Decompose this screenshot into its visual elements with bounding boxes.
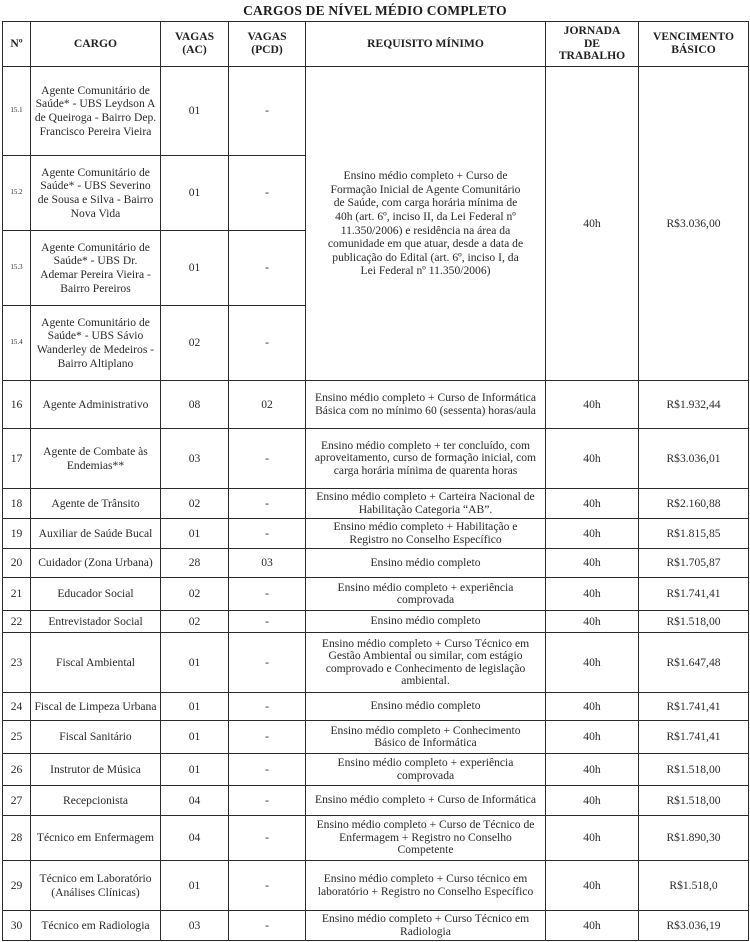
- table-row: [3, 67, 749, 156]
- cell-jornada: 40h: [546, 611, 639, 633]
- cell-num: 15.2: [3, 156, 31, 231]
- cell-cargo: Técnico em Laboratório (Análises Clínicas): [31, 861, 161, 911]
- cell-jornada: 40h: [546, 786, 639, 816]
- cell-vagas-pcd: -: [229, 231, 306, 306]
- cell-requisito: Ensino médio completo + Conhecimento Básico de Informática: [306, 721, 546, 754]
- cell-vagas-pcd: -: [229, 306, 306, 381]
- cell-vagas-pcd: -: [229, 519, 306, 549]
- cell-cargo: Instrutor de Música: [31, 754, 161, 786]
- cell-requisito: Ensino médio completo + experiência comprovada: [306, 754, 546, 786]
- table-row: [3, 754, 749, 786]
- cell-num: 16: [3, 381, 31, 429]
- cell-jornada: 40h: [546, 861, 639, 911]
- cell-vagas-ac: 08: [161, 381, 229, 429]
- cell-jornada: 40h: [546, 633, 639, 693]
- cell-vencimento: R$1.518,00: [639, 754, 749, 786]
- cell-num: 15.1: [3, 67, 31, 156]
- cell-vagas-ac: 01: [161, 519, 229, 549]
- cell-requisito: Ensino médio completo + experiência comprovada: [306, 578, 546, 611]
- cell-cargo: Agente Comunitário de Saúde* - UBS Dr. Ademar Pereira Vieira - Bairro Pereiros: [31, 231, 161, 306]
- cell-requisito: Ensino médio completo + Curso Técnico em Gestão Ambiental ou similar, com estágio comprovado e Conhecimento de legislação ambiental.: [306, 633, 546, 693]
- cell-cargo: Educador Social: [31, 578, 161, 611]
- cell-requisito-group15: Ensino médio completo + Curso de Formação Inicial de Agente Comunitário de Saúde, com carga horária mínima de 40h (art. 6º, inciso II, da Lei Federal nº 11.350/2006) e residência na área da comunidade em que atuar, desde a data de publicação do Edital (art. 6º, inciso I, da Lei Federal nº 11.350/2006): [306, 67, 546, 381]
- cell-vagas-ac: 01: [161, 861, 229, 911]
- cell-cargo: Fiscal Ambiental: [31, 633, 161, 693]
- header-jornada-line1: JORNADA: [563, 24, 621, 38]
- table-row: [3, 489, 749, 519]
- cell-requisito: Ensino médio completo + Curso técnico em laboratório + Registro no Conselho Específico: [306, 861, 546, 911]
- cell-num: 20: [3, 549, 31, 578]
- cell-vagas-ac: 03: [161, 429, 229, 489]
- cell-vagas-pcd: -: [229, 489, 306, 519]
- cell-vagas-ac: 01: [161, 633, 229, 693]
- cell-requisito: Ensino médio completo + Curso de Informática Básica com no mínimo 60 (sessenta) horas/aula: [306, 381, 546, 429]
- cell-vencimento-group15: R$3.036,00: [639, 67, 749, 381]
- table-row: [3, 786, 749, 816]
- header-vagas-pcd-line1: VAGAS: [247, 30, 287, 44]
- cell-vencimento: R$3.036,19: [639, 911, 749, 941]
- cell-num: 19: [3, 519, 31, 549]
- cell-cargo: Auxiliar de Saúde Bucal: [31, 519, 161, 549]
- cell-vagas-pcd: -: [229, 429, 306, 489]
- cell-vencimento: R$1.705,87: [639, 549, 749, 578]
- cell-vagas-ac: 28: [161, 549, 229, 578]
- cell-requisito: Ensino médio completo + Carteira Nacional de Habilitação Categoria “AB”.: [306, 489, 546, 519]
- cell-vagas-pcd: -: [229, 911, 306, 941]
- cell-jornada-group15: 40h: [546, 67, 639, 381]
- cell-vencimento: R$1.932,44: [639, 381, 749, 429]
- cell-vencimento: R$1.741,41: [639, 693, 749, 721]
- cell-vencimento: R$1.647,48: [639, 633, 749, 693]
- cell-jornada: 40h: [546, 754, 639, 786]
- cell-requisito: Ensino médio completo: [306, 693, 546, 721]
- cell-cargo: Agente Comunitário de Saúde* - UBS Leydson A de Queiroga - Bairro Dep. Francisco Pereira Vieira: [31, 67, 161, 156]
- cell-vencimento: R$1.518,00: [639, 786, 749, 816]
- cell-requisito: Ensino médio completo + ter concluído, com aproveitamento, curso de formação inicial, com carga horária mínima de quarenta horas: [306, 429, 546, 489]
- header-jornada: [546, 22, 639, 67]
- cell-vencimento: R$3.036,01: [639, 429, 749, 489]
- page-title: CARGOS DE NÍVEL MÉDIO COMPLETO: [243, 3, 507, 18]
- cell-vagas-pcd: -: [229, 578, 306, 611]
- cell-jornada: 40h: [546, 911, 639, 941]
- cell-vencimento: R$1.890,30: [639, 816, 749, 861]
- cell-vagas-pcd: -: [229, 786, 306, 816]
- cell-vagas-ac: 01: [161, 721, 229, 754]
- cell-cargo: Agente Comunitário de Saúde* - UBS Sávio Wanderley de Medeiros - Bairro Altiplano: [31, 306, 161, 381]
- header-jornada-line3: TRABALHO: [558, 49, 626, 63]
- cell-vagas-ac: 02: [161, 306, 229, 381]
- cell-num: 17: [3, 429, 31, 489]
- cell-vencimento: R$1.741,41: [639, 721, 749, 754]
- table-row: [3, 816, 749, 861]
- cell-requisito: Ensino médio completo + Curso de Técnico de Enfermagem + Registro no Conselho Competente: [306, 816, 546, 861]
- cell-jornada: 40h: [546, 578, 639, 611]
- cell-vagas-pcd: -: [229, 633, 306, 693]
- cell-vagas-pcd: -: [229, 67, 306, 156]
- table-row: [3, 633, 749, 693]
- cell-requisito: Ensino médio completo: [306, 549, 546, 578]
- cell-num: 25: [3, 721, 31, 754]
- cell-num: 24: [3, 693, 31, 721]
- cell-vencimento: R$1.741,41: [639, 578, 749, 611]
- cell-num: 26: [3, 754, 31, 786]
- cell-jornada: 40h: [546, 721, 639, 754]
- cell-jornada: 40h: [546, 693, 639, 721]
- cell-num: 18: [3, 489, 31, 519]
- cell-cargo: Agente Comunitário de Saúde* - UBS Severino de Sousa e Silva - Bairro Nova Vida: [31, 156, 161, 231]
- cell-vagas-pcd: -: [229, 693, 306, 721]
- cell-jornada: 40h: [546, 549, 639, 578]
- header-vencimento: [639, 22, 749, 67]
- cell-num: 28: [3, 816, 31, 861]
- cell-jornada: 40h: [546, 816, 639, 861]
- cell-vencimento: R$1.518,00: [639, 611, 749, 633]
- cell-vencimento: R$1.815,85: [639, 519, 749, 549]
- cell-jornada: 40h: [546, 489, 639, 519]
- cell-vagas-pcd: -: [229, 721, 306, 754]
- cell-vagas-ac: 01: [161, 693, 229, 721]
- cell-vagas-pcd: -: [229, 156, 306, 231]
- header-vencimento-line2: BÁSICO: [671, 43, 716, 56]
- header-jornada-line2: DE: [583, 36, 601, 50]
- cell-vagas-pcd: -: [229, 611, 306, 633]
- cell-vagas-ac: 04: [161, 786, 229, 816]
- cell-vagas-ac: 01: [161, 67, 229, 156]
- cell-vagas-ac: 01: [161, 156, 229, 231]
- cell-jornada: 40h: [546, 519, 639, 549]
- cell-requisito: Ensino médio completo + Habilitação e Registro no Conselho Específico: [306, 519, 546, 549]
- header-vagas-pcd: [229, 22, 306, 67]
- header-vagas-ac-line1: VAGAS: [174, 30, 215, 44]
- header-vagas-ac-line2: (AC): [182, 43, 207, 56]
- cell-requisito: Ensino médio completo + Curso de Informática: [306, 786, 546, 816]
- header-cargo: CARGO: [31, 22, 161, 67]
- cell-requisito: Ensino médio completo: [306, 611, 546, 633]
- header-row: [3, 22, 749, 67]
- cell-cargo: Fiscal Sanitário: [31, 721, 161, 754]
- header-num: Nº: [3, 22, 31, 67]
- cell-vagas-pcd: 02: [229, 381, 306, 429]
- cell-requisito: Ensino médio completo + Curso Técnico em Radiologia: [306, 911, 546, 941]
- table-row: [3, 381, 749, 429]
- table-row: [3, 578, 749, 611]
- cell-vagas-pcd: -: [229, 861, 306, 911]
- cell-cargo: Entrevistador Social: [31, 611, 161, 633]
- cell-jornada: 40h: [546, 429, 639, 489]
- cell-cargo: Agente de Trânsito: [31, 489, 161, 519]
- cell-cargo: Técnico em Radiologia: [31, 911, 161, 941]
- cell-vagas-ac: 02: [161, 611, 229, 633]
- cell-cargo: Recepcionista: [31, 786, 161, 816]
- table-row: [3, 693, 749, 721]
- cell-num: 15.3: [3, 231, 31, 306]
- cell-vencimento: R$2.160,88: [639, 489, 749, 519]
- cell-vagas-ac: 02: [161, 489, 229, 519]
- cell-num: 21: [3, 578, 31, 611]
- cell-vagas-ac: 04: [161, 816, 229, 861]
- table-row: [3, 429, 749, 489]
- cell-vagas-ac: 01: [161, 231, 229, 306]
- header-vagas-ac: [161, 22, 229, 67]
- cargos-table: [2, 21, 749, 941]
- cell-vencimento: R$1.518,0: [639, 861, 749, 911]
- cell-vagas-pcd: 03: [229, 549, 306, 578]
- cell-num: 22: [3, 611, 31, 633]
- cell-vagas-ac: 01: [161, 754, 229, 786]
- table-row: [3, 549, 749, 578]
- cell-vagas-pcd: -: [229, 754, 306, 786]
- cell-vagas-pcd: -: [229, 816, 306, 861]
- cell-cargo: Técnico em Enfermagem: [31, 816, 161, 861]
- table-row: [3, 519, 749, 549]
- cell-num: 29: [3, 861, 31, 911]
- cell-cargo: Agente Administrativo: [31, 381, 161, 429]
- cell-num: 15.4: [3, 306, 31, 381]
- cell-vagas-ac: 03: [161, 911, 229, 941]
- table-row: [3, 611, 749, 633]
- cell-vagas-ac: 02: [161, 578, 229, 611]
- table-row: [3, 861, 749, 911]
- cell-cargo: Fiscal de Limpeza Urbana: [31, 693, 161, 721]
- header-requisito: REQUISITO MÍNIMO: [306, 22, 546, 67]
- cell-jornada: 40h: [546, 381, 639, 429]
- table-row: [3, 911, 749, 941]
- cell-num: 23: [3, 633, 31, 693]
- cell-num: 30: [3, 911, 31, 941]
- header-vencimento-line1: VENCIMENTO: [653, 30, 734, 44]
- header-vagas-pcd-line2: (PCD): [251, 43, 283, 56]
- table-row: [3, 721, 749, 754]
- cell-cargo: Agente de Combate às Endemias**: [31, 429, 161, 489]
- cell-num: 27: [3, 786, 31, 816]
- cell-cargo: Cuidador (Zona Urbana): [31, 549, 161, 578]
